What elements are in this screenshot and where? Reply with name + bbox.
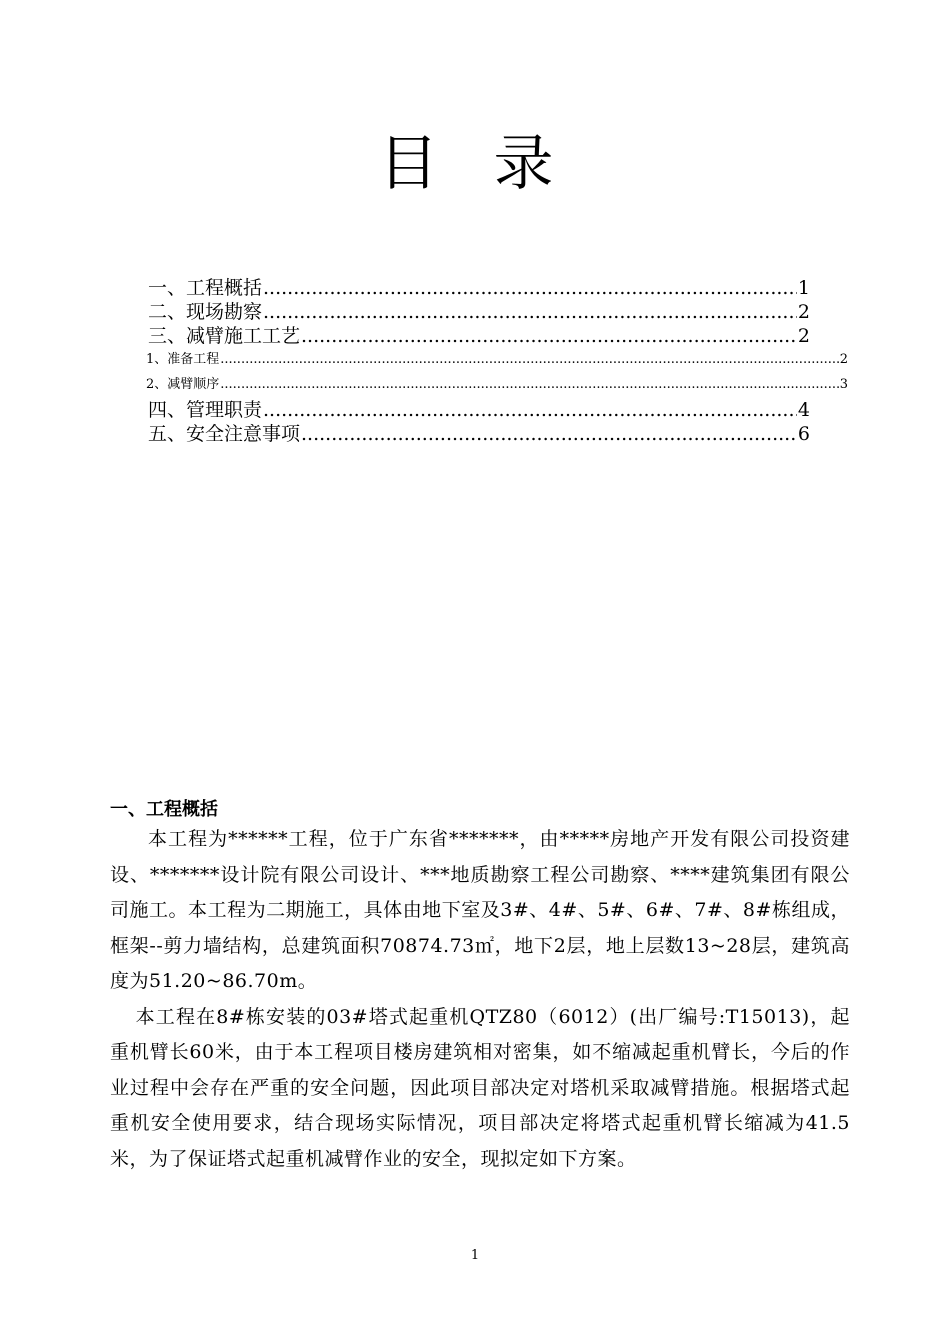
toc-dot-leader [263,398,797,422]
toc-subentry[interactable] [146,351,848,369]
toc-entry-page: 3 [839,377,848,392]
toc-entry[interactable] [148,422,810,446]
toc-entry-label: 2、减臂顺序 [146,377,220,392]
section-project-overview [110,798,850,1177]
toc-entry-label: 四、管理职责 [148,399,263,421]
body-paragraph: 本工程在8#栋安装的03#塔式起重机QTZ80（6012）(出厂编号:T15013)，起重机臂长60米，由于本工程项目楼房建筑相对密集，如不缩减起重机臂长，今后的作业过程中会存在严重的安全问题，因此项目部决定对塔机采取减臂措施。根据塔式起重机安全使用要求，结合现场实际情况，项目部决定将塔式起重机臂长缩减为41.5米，为了保证塔式起重机减臂作业的安全，现拟定如下方案。 [110,1005,850,1170]
toc-subentry[interactable] [146,376,848,394]
toc-entry-page: 1 [797,277,810,299]
toc-entry-page: 2 [797,325,810,347]
toc-entry-label: 二、现场勘察 [148,301,263,323]
toc-dot-leader [301,324,797,348]
toc-dot-leader [301,422,797,446]
body-paragraph: 本工程为******工程，位于广东省*******，由*****房地产开发有限公司投资建设、*******设计院有限公司设计、***地质勘察工程公司勘察、****建筑集团有限公司施工。本工程为二期施工，具体由地下室及3#、4#、5#、6#、7#、8#栋组成，框架--剪力墙结构，总建筑面积70874.73㎡，地下2层，地上层数13~28层，建筑高度为51.20~86.70m。 [110,828,850,992]
toc-entry-page: 6 [797,423,810,445]
toc-dot-leader [220,376,838,394]
toc-entry-label: 1、准备工程 [146,352,220,367]
toc-entry[interactable] [148,324,810,348]
toc-dot-leader [263,276,797,300]
toc-entry-page: 2 [797,301,810,323]
toc-entry-label: 一、工程概括 [148,277,263,299]
page-title: 目 录 [378,129,572,199]
toc-entry[interactable] [148,276,810,300]
toc-entry[interactable] [148,398,810,422]
toc-dot-leader [220,351,838,369]
toc-entry-page: 2 [839,352,848,367]
toc-entry-page: 4 [797,399,810,421]
toc-dot-leader [263,300,797,324]
toc-entry-label: 五、安全注意事项 [148,423,301,445]
section-heading: 一、工程概括 [110,799,218,820]
toc-entry[interactable] [148,300,810,324]
page-number: 1 [470,1248,480,1263]
toc-entry-label: 三、减臂施工工艺 [148,325,301,347]
